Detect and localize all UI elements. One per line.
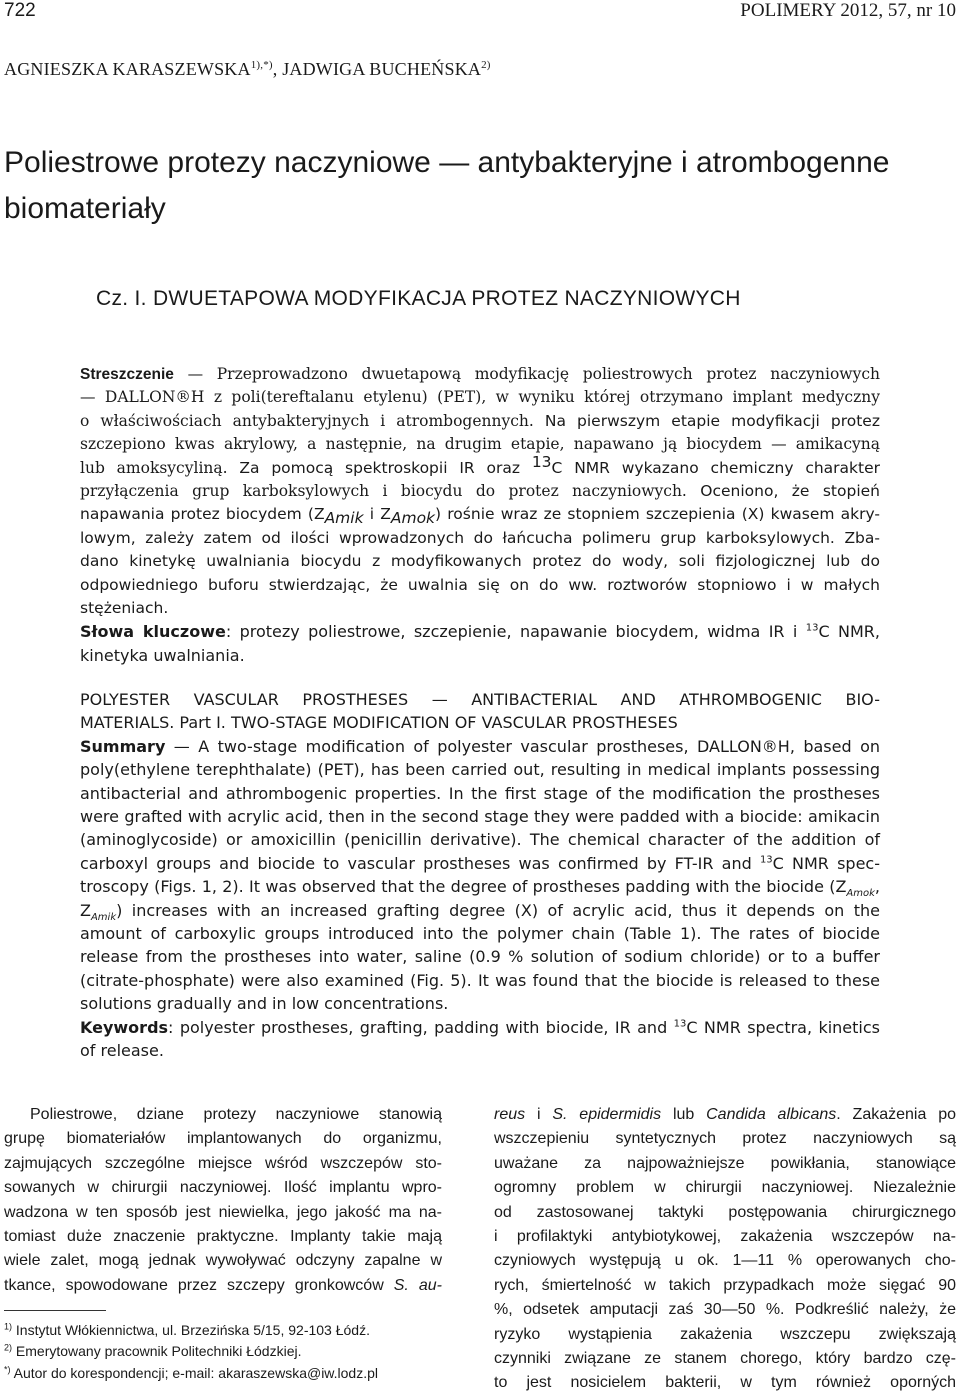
- abstract-line: dano kinetykę uwalniania biocydu z modyfikowanych protez do wody, soli fizjologicznej lub do: [80, 552, 880, 571]
- keywords-label: Keywords: [80, 1017, 169, 1037]
- footnote-rule: [4, 1310, 106, 1311]
- keywords-line: kinetyka uwalniania.: [80, 645, 245, 665]
- body-line: ryzyko wystąpienia zakażenia wszczepu zwiększają: [494, 1325, 956, 1343]
- author-name: JADWIGA BUCHEŃSKA: [282, 59, 482, 79]
- abstract-line: szczepiono kwas akrylowy, a następnie, na drugim etapie, napawano ją biocydem — amikacyną: [80, 435, 880, 454]
- summary-line: amount of carboxylic groups introduced into the polymer chain (Table 1). The rates of biocide: [80, 924, 880, 944]
- abstract-en: [80, 688, 880, 1063]
- abstract-line: stężeniach.: [80, 599, 169, 618]
- body-line: reus i S. epidermidis lub Candida albicans. Zakażenia po: [494, 1106, 956, 1123]
- summary-line: antibacterial and athrombogenic properties. In the first stage of the modification the prostheses: [80, 783, 880, 803]
- page-number: 722: [4, 0, 36, 21]
- summary-line: solutions gradually and in low concentrations.: [80, 994, 449, 1014]
- body-column-right: [494, 1103, 956, 1396]
- body-column-left: [4, 1103, 442, 1298]
- body-line: wadzona w ten sposób jest niewielka, jego jakość ma na-: [4, 1203, 442, 1221]
- body-line: wszczepieniu syntetycznych protez naczyniowych są: [494, 1130, 956, 1148]
- summary-line: Summary — A two-stage modification of polyester vascular prostheses, DALLON®H, based on: [80, 736, 880, 756]
- summary-line: $Z_{Amik}$) increases with an increased grafting degree (X) of acrylic acid, thus it depends on the: [80, 900, 880, 923]
- author-name: AGNIESZKA KARASZEWSKA: [4, 59, 251, 79]
- article-subtitle: Cz. I. DWUETAPOWA MODYFIKACJA PROTEZ NACZYNIOWYCH: [96, 287, 741, 310]
- body-line: od zastosowanej taktyki postępowania chirurgicznego: [494, 1203, 956, 1221]
- body-line: rych, śmiertelność w takich przypadkach może sięgać 90: [494, 1276, 956, 1294]
- abstract-line: o właściwościach antybakteryjnych i atrombogennych. Na pierwszym etapie modyfikacji protez: [80, 411, 880, 430]
- body-line: czynniki związane ze stanem chorego, który bardzo czę-: [494, 1350, 956, 1368]
- english-title-line: POLYESTER VASCULAR PROSTHESES — ANTIBACTERIAL AND ATHROMBOGENIC BIO-: [80, 690, 880, 709]
- abstract-line: lowym, zależy zatem od ilości wprowadzonych do łańcucha polimeru grup karboksylowych. Zba-: [80, 528, 880, 547]
- keywords-line: of release.: [80, 1041, 164, 1061]
- summary-line: troscopy (Figs. 1, 2). It was observed that the degree of prostheses padding with the biocide ($Z_{Amok}$,: [80, 877, 880, 900]
- footnote: *) Autor do korespondencji; e-mail: akaraszewska@iw.lodz.pl: [4, 1364, 378, 1381]
- journal-header: POLIMERY 2012, 57, nr 10: [740, 0, 956, 21]
- abstract-line: Streszczenie — Przeprowadzono dwuetapową modyfikację poliestrowych protez naczyniowych: [80, 365, 880, 383]
- body-line: ogromny problem w chirurgii naczyniowej. Niezależnie: [494, 1179, 956, 1197]
- author-affiliation-mark: 1),*): [250, 59, 273, 71]
- author-affiliation-mark: 2): [481, 59, 491, 71]
- article-title-line: biomateriały: [4, 192, 166, 225]
- summary-line: were grafted with acrylic acid, then in the second stage they were padded with a biocide: amikacin: [80, 807, 880, 827]
- abstract-line: odpowiedniego buforu stwierdzając, że uwalnia się on do ww. roztworów stopniowo i w małych: [80, 575, 880, 594]
- keywords-line: Keywords: polyester prostheses, grafting, padding with biocide, IR and $^{13}$C NMR spectra, kinetics: [80, 1017, 881, 1037]
- body-line: i profilaktyki antybiotykowej, zakażenia wszczepów na-: [494, 1228, 956, 1246]
- abstract-line: — DALLON®H z poli(tereftalanu etylenu) (PET), w wyniku której otrzymano implant medyczny: [80, 388, 880, 407]
- authors-line: [4, 58, 491, 80]
- body-line: uważane za najpoważniejsze powikłania, stanowiące: [494, 1154, 956, 1172]
- summary-label: Summary: [80, 736, 166, 756]
- author-separator: ,: [272, 59, 283, 79]
- body-line: Poliestrowe, dziane protezy naczyniowe stanowią: [30, 1106, 442, 1123]
- keywords-line: Słowa kluczowe: protezy poliestrowe, szczepienie, napawanie biocydem, widma IR i $^{13}$C NMR,: [80, 622, 881, 642]
- body-line: zajmujących szczególne miejsce wśród wszczepów sto-: [4, 1154, 442, 1172]
- abstract-label: Streszczenie: [80, 366, 174, 383]
- body-line: wiele zalet, mogą jednak wywoływać odczyny zapalne w: [4, 1252, 442, 1270]
- abstract-line: przyłączenia grup karboksylowych i biocydu do protez naczyniowych. Oceniono, że stopień: [80, 482, 880, 501]
- article-title-line: Poliestrowe protezy naczyniowe — antybakteryjne i atrombogenne: [4, 146, 890, 179]
- body-line: czyniowych występują u ok. 1—11 % operowanych cho-: [494, 1252, 956, 1270]
- abstract-line: lub amoksycyliną. Za pomocą spektroskopii IR oraz $^{13}$C NMR wykazano chemiczny charakter: [80, 452, 880, 477]
- english-title-line: MATERIALS. Part I. TWO-STAGE MODIFICATION OF VASCULAR PROSTHESES: [80, 713, 678, 733]
- body-line: tomiast duże znaczenie praktyczne. Implanty takie mają: [4, 1228, 442, 1246]
- footnote: $^{1)}$ Instytut Włókiennictwa, ul. Brzezińska 5/15, 92-103 Łódź.: [4, 1321, 370, 1338]
- body-line: sowanych w chirurgii naczyniowej. Ilość implantu wpro-: [4, 1179, 442, 1197]
- keywords-label: Słowa kluczowe: [80, 622, 226, 642]
- body-line: to jest nosicielem bakterii, w tym również oporných: [494, 1374, 956, 1392]
- abstract-pl: [80, 363, 880, 667]
- summary-line: carboxyl groups and biocide to vascular prostheses was confirmed by FT-IR and $^{13}$C NMR spec-: [80, 853, 881, 873]
- body-line: tkance, spowodowane przez szczepy gronkowców S. au-: [4, 1276, 442, 1294]
- abstract-line: napawania protez biocydem ($Z_{Amik}$ i $Z_{Amok}$) rośnie wraz ze stopniem szczepienia (X) kwasem akry-: [80, 505, 881, 528]
- footnote: $^{2)}$ Emerytowany pracownik Politechniki Łódzkiej.: [4, 1342, 302, 1359]
- body-line: grupę biomateriałów implantowanych do organizmu,: [4, 1130, 442, 1148]
- summary-line: (citrate-phosphate) were also examined (Fig. 5). It was found that the biocide is released to these: [80, 970, 880, 990]
- summary-line: (aminoglycoside) or amoxicillin (penicillin derivative). The chemical character of the addition of: [80, 830, 880, 850]
- summary-line: release from the prostheses into water, saline (0.9 % solution of sodium chloride) or to a buffer: [80, 947, 880, 967]
- body-line: %, odsetek amputacji zaś 30—50 %. Podkreślić należy, że: [494, 1301, 956, 1319]
- summary-line: poly(ethylene terephthalate) (PET), has been carried out, resulting in medical implants possessing: [80, 760, 880, 780]
